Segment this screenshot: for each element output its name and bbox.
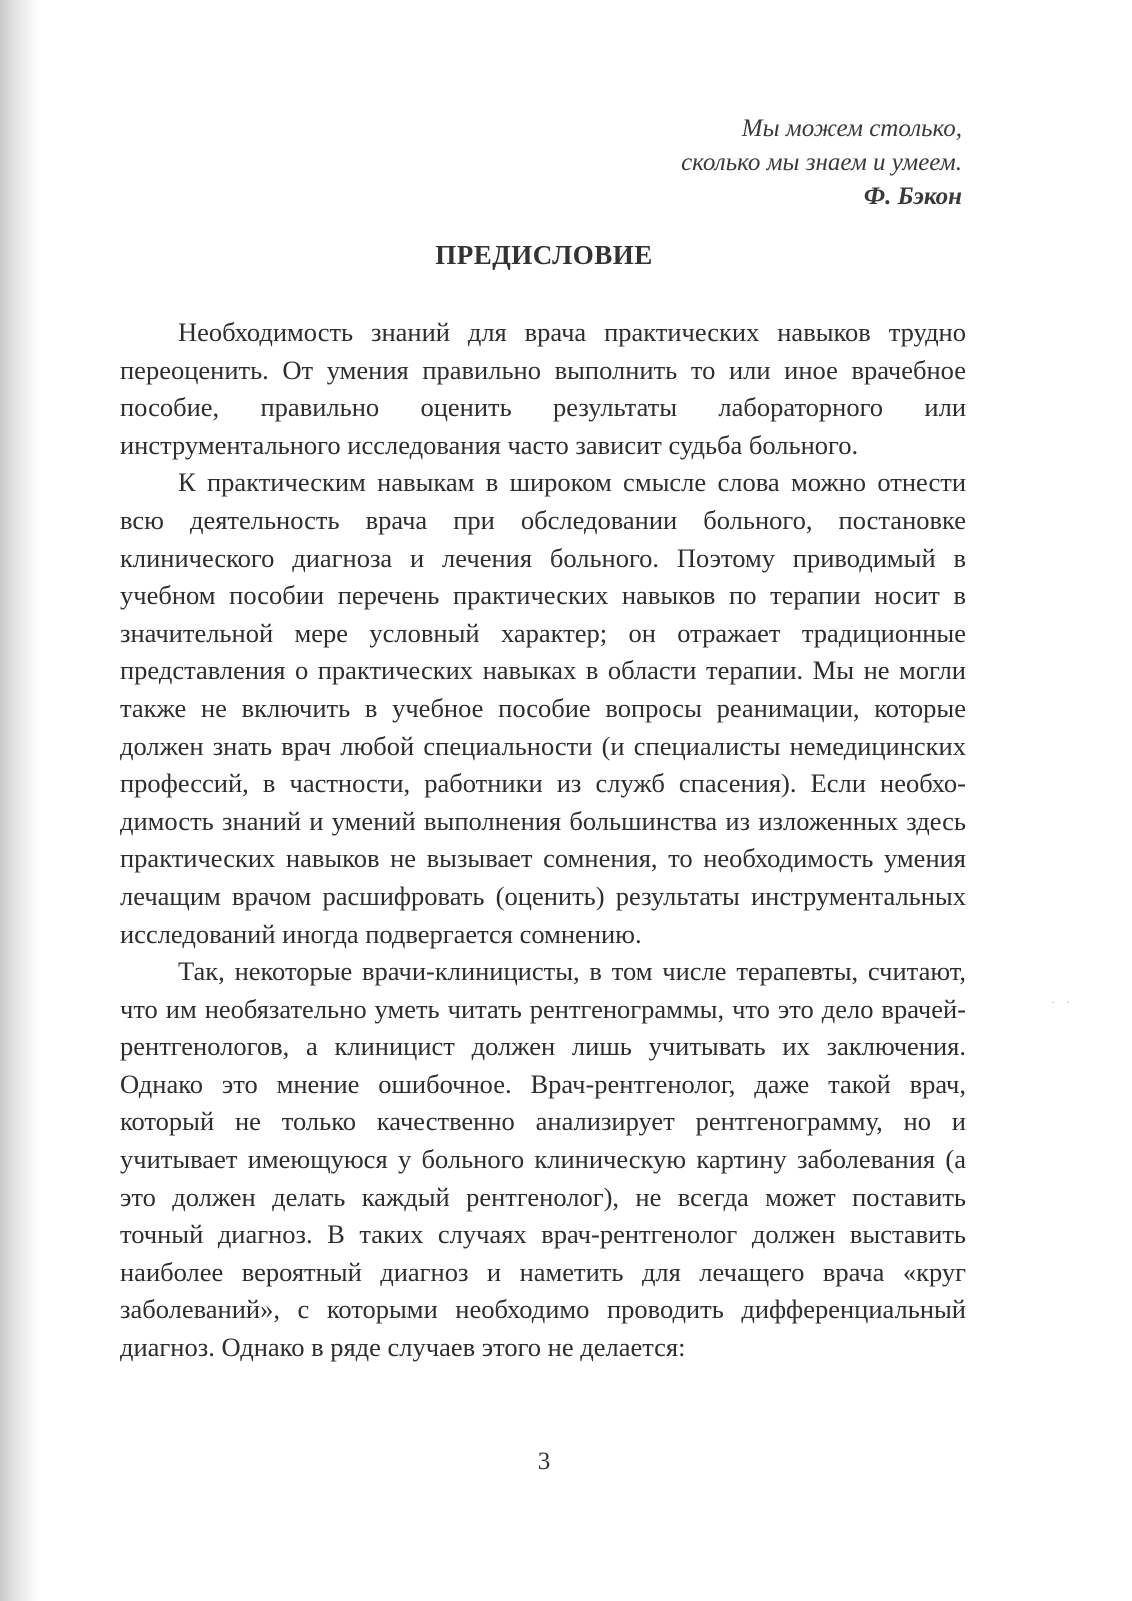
scan-edge-shadow: [0, 0, 40, 1601]
paragraph-1: Необходимость знаний для врача практических навыков трудно переоценить. От умения правильно выполнить то или иное врачебное пособие, правильно оценить результаты лабораторного или инструментального исследования часто зависит судьба больного.: [120, 317, 966, 460]
epigraph-line-1: Мы можем столько,: [741, 115, 962, 142]
paragraph-3: Так, некоторые врачи-клиницисты, в том числе терапевты, считают, что им необязательно уметь читать рентгенограммы, что это дело врачей-рентгенологов, а клиницист должен лишь учитывать их заключения. Однако это мнение ошибочное. Врач-рентгенолог, даже такой врач, который не только качественно анализирует рентгенограмму, но и учитывает имеющуюся у больного клиническую картину заболевания (а это должен делать каждый рентгенолог), не всегда может поставить точный диагноз. В таких случаях врач-рентгенолог должен выставить наиболее вероятный диагноз и наметить для лечащего врача «круг заболеваний», с которыми необходимо проводить дифференциальный диагноз. Однако в ряде случаев этого не делается:: [120, 956, 966, 1363]
epigraph-author: Ф. Бэкон: [863, 183, 962, 210]
book-page: [120, 0, 968, 1601]
epigraph: [681, 112, 962, 214]
epigraph-line-2: сколько мы знаем и умеем.: [681, 149, 962, 176]
paragraph-2: К практическим навыкам в широком смысле слова можно отнести всю деятельность врача при обследовании больного, постановке клинического диагноза и лечения больного. Поэтому приводимый в учебном пособии перечень практических навыков по терапии носит в значительной мере условный характер; он отражает традиционные представления о практических навыках в области терапии. Мы не могли также не включить в учебное пособие вопросы реанимации, которые должен знать врач любой специальности (и специалисты немедицинских профессий, в частности, работники из служб спасения). Если необходимость знаний и умений выполнения большинства из изложенных здесь практических навыков не вызывает сомнения, то необходимость умения лечащим врачом расшифровать (оценить) результаты инструментальных исследований иногда подвергается сомнению.: [120, 467, 966, 949]
page-number: 3: [537, 1448, 551, 1475]
preface-body: [120, 314, 966, 1367]
page-title: ПРЕДИСЛОВИЕ: [435, 240, 653, 270]
scan-speck: · ·: [1051, 995, 1074, 1009]
